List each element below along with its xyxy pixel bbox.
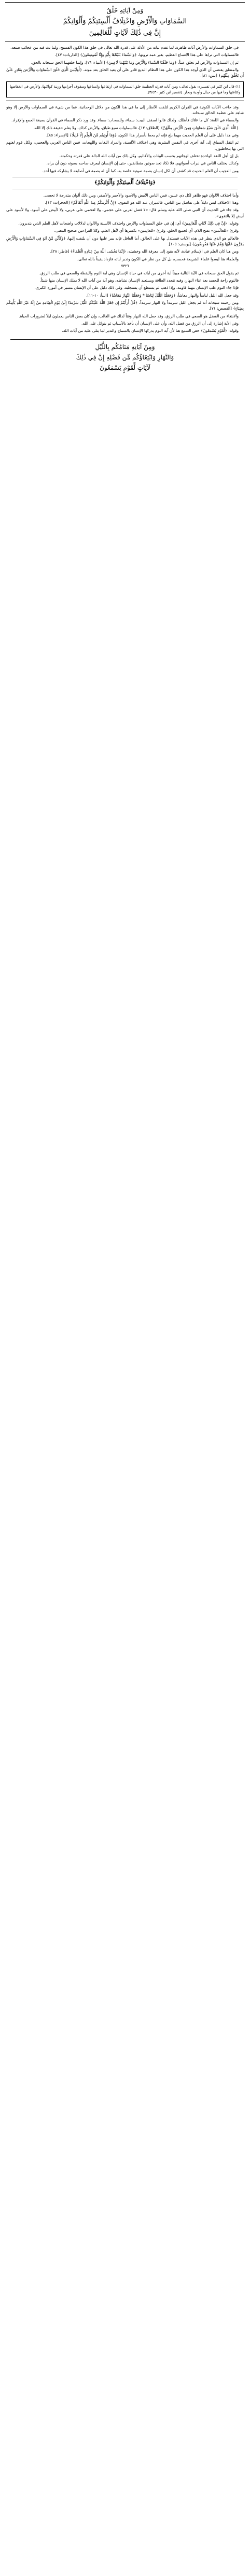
paragraph: وقرئ «للعالَمين» بفتح اللام، أي لجميع الخلق، وقرئ «للعالِمين» بكسرها أي لأهل العلم، وكلا القراءتين صحيح المعنى. (54, 228, 239, 233)
intro-text (6, 45, 244, 78)
paragraph: وفي الآية إشارة إلى أن الرزق من فضل الله، وأن على الإنسان أن يأخذ بالأسباب ثم يتوكل على الله. (81, 321, 239, 326)
footnote-box: (١) قال ابن كثير في تفسيره: يقول تعالى: ومن آيات قدرته العظيمة خلق السماوات في ارتفاعها واتساعها وسقوف أجرامها وزينة كواكبها، والأرض في انخفاضها وكثافتها وما فيها من جبال وأودية وبحار. [تفسير ابن كثير ٣/٤٣٠]. (6, 81, 244, 97)
verse-line: وَالنَّهَارِ وَابْتِغَاؤُكُم مِّن فَضْلِهِ إِنَّ فِي ذَٰلِكَ (76, 353, 174, 361)
paragraph: وقوله: ﴿إِنَّ فِي ذَٰلِكَ لَآيَاتٍ لِّلْعَالِمِينَ﴾ أي: إن في خلق السماوات والأرض واختلاف الألسنة والألوان لدلالات واضحات لأهل العلم الذين يتدبرون. (18, 221, 239, 226)
paragraph: والعلماء هنا ليسوا علماء الشريعة فحسب، بل كل من نظر في الكون وتدبر آياته فازداد يقيناً بالله تعالى. (77, 256, 239, 261)
paragraph: والسماء في اللغة: كل ما علاك فأظلك، ولذلك قالوا لسقف البيت: سماء، وللسحاب: سماء. وقد ورد ذكر السماء في القرآن بصيغة الجمع والإفراد. (11, 118, 239, 123)
header-verse-frame (5, 2, 245, 41)
paragraph: ومن رحمته سبحانه أنه لم يجعل الليل سرمداً ولا النهار سرمداً، ﴿قُلْ أَرَأَيْتُمْ إِن جَعَلَ اللَّهُ عَلَيْكُمُ اللَّيْلَ سَرْمَدًا إِلَىٰ يَوْمِ الْقِيَامَةِ مَنْ إِلَٰهٌ غَيْرُ اللَّهِ يَأْتِيكُم بِضِيَاءٍ﴾ [القصص: ٧١]. (6, 300, 244, 311)
body-text (6, 104, 244, 174)
paragraph: ومن العجيب أن العلم الحديث قد كشف أن لكل إنسان بصمة صوتية خاصة به، كما أن له بصمة في أصابعه لا يشاركه فيها أحد. (42, 168, 239, 173)
paragraph: فإذا جاء النوم غلب الإنسان مهما قاومه، وإذا ذهب لم يستطع أن يستجلبه، وفي ذلك دليل على أن الإنسان مسير في أموره الكبرى. (34, 285, 239, 290)
paragraph: وفي هذا دليل على أن العلم الحديث مهما بلغ فإنه لم يحط بأسرار هذا الكون، ﴿وَمَا أُوتِيتُم مِّنَ الْعِلْمِ إِلَّا قَلِيلًا﴾ [الإسراء: ٨٥]. (46, 133, 239, 138)
paragraph: بل إن أهل اللغة الواحدة تختلف لهجاتهم بحسب البيئات والأقاليم، وكل ذلك من آيات الله الدالة على قدرته وحكمته. (59, 153, 239, 158)
paragraph: وأما اختلاف الألوان فهو ظاهر لكل ذي عينين، فمن الناس الأبيض والأسود والأحمر والأصفر، وبين ذلك ألوان متدرجة لا تحصى. (43, 192, 239, 198)
mid-verse: ﴿وَاخْتِلَافُ أَلْسِنَتِكُمْ وَأَلْوَانِكُمْ﴾ (12, 177, 238, 189)
paragraph: فالنوم راحة للجسد بعد عناء النهار، وفيه تتجدد الطاقة ويستعيد الإنسان نشاطه، وهو آية من آيات الله لا يملك الإنسان منها شيئاً. (39, 278, 239, 283)
paragraph: وقوله: ﴿لِّقَوْمٍ يَسْمَعُونَ﴾ خص السمع هنا لأن آية النوم يدركها الإنسان بالسماع والتدبر لما يتلى عليه من آيات الله. (62, 328, 239, 333)
verse-top-line: وَمِنْ آيَاتِهِ خَلْقُ (106, 7, 144, 14)
verse-line: لَآيَاتٍ لِّقَوْمٍ يَسْمَعُونَ (100, 364, 150, 371)
page-number: ٧٣٢٦ (121, 263, 129, 268)
paragraph: والابتغاء من الفضل هو السعي في طلب الرزق، وقد جعل الله النهار وقتاً لذلك في الغالب، وإن كان بعض الناس يعملون ليلاً لضرورات الحياة. (19, 313, 239, 318)
verse-line: السَّمَاوَاتِ وَالْأَرْضِ وَاخْتِلَافُ أَلْسِنَتِكُمْ وَأَلْوَانِكُمْ (63, 18, 187, 25)
paragraph: والمنطق يقتضي أن الذي أوجد هذا الكون على هذا النظام البديع قادر على أن يعيد الخلق بعد موته، ﴿أَوَلَيْسَ الَّذِي خَلَقَ السَّمَاوَاتِ وَالْأَرْضَ بِقَادِرٍ عَلَىٰ أَن يَخْلُقَ مِثْلَهُم﴾ [يس: ٨١]. (6, 67, 244, 78)
paragraph: وقد جعل الله الليل لباساً والنهار معاشاً، ﴿وَجَعَلْنَا اللَّيْلَ لِبَاسًا * وَجَعَلْنَا النَّهَارَ مَعَاشًا﴾ [النبأ: ١٠-١١]. (86, 293, 239, 298)
paragraph: ومن هنا كان العلم في الإسلام عبادة، لأنه يقود إلى معرفة الله وخشيته، ﴿إِنَّمَا يَخْشَى اللَّهَ مِنْ عِبَادِهِ الْعُلَمَاءُ﴾ [فاطر: ٢٨]. (50, 249, 239, 254)
verse-line: إِنَّ فِي ذَٰلِكَ لَآيَاتٍ لِّلْعَالِمِينَ (89, 29, 161, 37)
page (0, 2, 250, 2576)
paragraph: وقد جاء في الحديث أن النبي صلى الله عليه وسلم قال: «لا فضل لعربي على عجمي، ولا لعجمي على عربي، ولا لأبيض على أسود، ولا لأسود على أبيض إلا بالتقوى». (6, 207, 244, 218)
paragraph: فالسماوات التي نراها على هذا الاتساع العظيم، بغير عمد ترونها، ﴿وَالسَّمَاءَ بَنَيْنَاهَا بِأَيْدٍ وَإِنَّا لَمُوسِعُونَ﴾ [الذاريات: ٤٧]. (55, 52, 239, 58)
body-text-3 (6, 270, 244, 334)
end-verse (10, 339, 240, 373)
paragraph: ثم إن السماوات والأرض لم تخلق عبثاً، ﴿وَمَا خَلَقْنَا السَّمَاءَ وَالْأَرْضَ وَمَا بَيْنَهُمَا لَاعِبِينَ﴾ [الأنبياء: ١٦]، وإنما خلقهما الحق سبحانه بالحق. (31, 60, 239, 65)
paragraph: فالعالم هو الذي ينظر في هذه الآيات فيستدل بها على الخالق، أما الغافل فإنه يمر عليها دون أن يلتفت إليها، ﴿وَكَأَيِّن مِّنْ آيَةٍ فِي السَّمَاوَاتِ وَالْأَرْضِ يَمُرُّونَ عَلَيْهَا وَهُمْ عَنْهَا مُعْرِضُونَ﴾ [يوسف: ١٠٥]. (6, 235, 244, 246)
body-text-2 (6, 192, 244, 262)
paragraph: ﴿اللَّهُ الَّذِي خَلَقَ سَبْعَ سَمَاوَاتٍ وَمِنَ الْأَرْضِ مِثْلَهُنَّ﴾ [الطلاق: ١٢]، فالسماوات سبع طباق، والأرض كذلك، ولا يعلم حقيقة ذلك إلا الله. (33, 125, 239, 130)
paragraph: وهذا الاختلاف ليس دليلاً على تفاضل بين الناس، فالميزان عند الله هو التقوى، ﴿إِنَّ أَكْرَمَكُمْ عِندَ اللَّهِ أَتْقَاكُمْ﴾ [الحجرات: ١٣]. (45, 200, 239, 205)
paragraph: وقد جاءت الآيات الكونية في القرآن الكريم لتلفت الأنظار إلى ما في هذا الكون من دلائل الوحدانية، فما من شيء في السماوات والأرض إلا وهو شاهد على عظمة الخالق سبحانه. (6, 104, 244, 116)
paragraph: وكذلك يختلف الناس في نبرات أصواتهم، فلا تكاد تجد صوتين متطابقين، حتى إن الإنسان ليعرف صاحبه بصوته دون أن يراه. (46, 161, 239, 166)
paragraph: في خلق السماوات والأرض آيات ظاهرة، لما تقدم بيانه من الأدلة على قدرة الله تعالى في خلق هذا الكون الفسيح، ولما بث فيه من عجائب صنعه. (10, 45, 239, 50)
paragraph: ثم يقول الحق سبحانه في الآية التالية مبيناً آية أخرى من آياته في حياة الإنسان وهي آية النوم واليقظة والسعي في طلب الرزق. (39, 270, 239, 275)
paragraph: ثم انتقل السياق إلى آية أخرى في النفس البشرية وهي اختلاف الألسنة، والمراد اللغات واللهجات، فمن الناس العربي والعجمي، ولكل قوم لغتهم التي بها يتخاطبون. (6, 140, 244, 151)
verse-line: وَمِنْ آيَاتِهِ مَنَامُكُم بِاللَّيْلِ (95, 343, 155, 351)
